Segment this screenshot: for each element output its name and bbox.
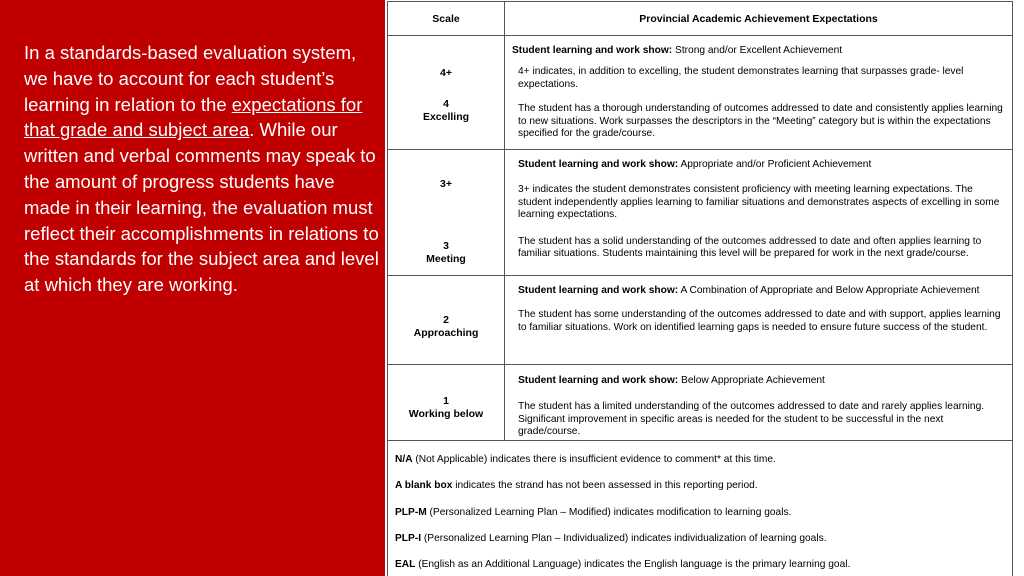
level-description: The student has some understanding of the outcomes addressed to date and with support, applies learning to familiar situations. Work on identified learning gaps is needed to ensure future success of the student.	[518, 309, 1001, 333]
table-row	[388, 365, 1013, 441]
desc-cell-meeting	[505, 150, 1013, 276]
intro-text-1: In a standards-based evaluation system, we have to account for each student’s learning in relation to the	[24, 42, 357, 115]
note-blank-box: A blank box indicates the strand has not been assessed in this reporting period.	[395, 480, 758, 492]
scale-1-label: Working below	[408, 408, 484, 420]
scale-2-label: Approaching	[413, 327, 479, 339]
table-header-row	[388, 2, 1013, 36]
table-row	[388, 150, 1013, 276]
scale-3plus: 3+	[440, 178, 452, 190]
level-plus-description: 3+ indicates the student demonstrates consistent proficiency with meeting learning expectations. The student independently applies learning to familiar situations and demonstrates aspects of excelling in some learning expectations.	[518, 184, 1000, 221]
notes-row	[388, 441, 1013, 576]
scale-3-number: 3	[443, 240, 449, 252]
desc-cell-approaching	[505, 276, 1013, 365]
scale-4plus: 4+	[440, 67, 452, 79]
scale-cell-excelling	[388, 36, 505, 150]
level-heading: Student learning and work show: Strong and/or Excellent Achievement	[512, 45, 843, 56]
desc-cell-excelling	[505, 36, 1013, 150]
note-na: N/A (Not Applicable) indicates there is insufficient evidence to comment* at this time.	[395, 454, 776, 465]
notes-cell	[388, 441, 1013, 576]
level-heading: Student learning and work show: A Combination of Appropriate and Below Appropriate Achievement	[518, 285, 980, 296]
level-description: The student has a solid understanding of the outcomes addressed to date and often applies learning to familiar situations. Students maintaining this level will be prepared for work in the next grade/course.	[518, 235, 982, 260]
scale-2-number: 2	[443, 314, 449, 326]
level-description: The student has a thorough understanding of outcomes addressed to date and consistently applies learning to new situations. Work surpasses the descriptors in the “Meeting” category but is within the expectations specified for the grade/course.	[518, 103, 1003, 140]
scale-cell-working-below	[388, 365, 505, 441]
desc-cell-working-below	[505, 365, 1013, 441]
note-plp-i: PLP-I (Personalized Learning Plan – Individualized) indicates individualization of learning goals.	[395, 532, 827, 544]
note-plp-m: PLP-M (Personalized Learning Plan – Modified) indicates modification to learning goals.	[395, 506, 792, 518]
scale-3-label: Meeting	[426, 253, 466, 265]
intro-underlined-text: expectations for that grade and subject area	[24, 93, 363, 141]
table-row	[388, 276, 1013, 365]
scale-4-number: 4	[443, 98, 449, 110]
header-expectations: Provincial Academic Achievement Expectations	[505, 2, 1013, 36]
scale-1-number: 1	[443, 395, 449, 407]
scale-table-panel	[385, 0, 1024, 576]
intro-text-2: . While our written and verbal comments may speak to the amount of progress students have made in their learning, the evaluation must reflect their accomplishments in relations to the standards for the subject area and level at which they are working.	[24, 119, 379, 296]
level-heading: Student learning and work show: Below Appropriate Achievement	[518, 375, 825, 386]
level-heading: Student learning and work show: Appropriate and/or Proficient Achievement	[518, 159, 872, 170]
header-scale: Scale	[388, 2, 505, 36]
level-plus-description: 4+ indicates, in addition to excelling, the student demonstrates learning that surpasses grade- level expectations.	[518, 66, 964, 90]
level-description: The student has a limited understanding of the outcomes addressed to date and rarely applies learning. Significant improvement in specific areas is needed for the student to be successful in the next grade/course.	[518, 401, 985, 438]
intro-paragraph	[24, 40, 380, 298]
scale-cell-approaching	[388, 276, 505, 365]
achievement-scale-table	[387, 1, 1013, 576]
note-eal: EAL (English as an Additional Language) indicates the English language is the primary learning goal.	[395, 559, 851, 571]
scale-cell-meeting	[388, 150, 505, 276]
scale-4-label: Excelling	[422, 111, 470, 123]
table-row	[388, 36, 1013, 150]
